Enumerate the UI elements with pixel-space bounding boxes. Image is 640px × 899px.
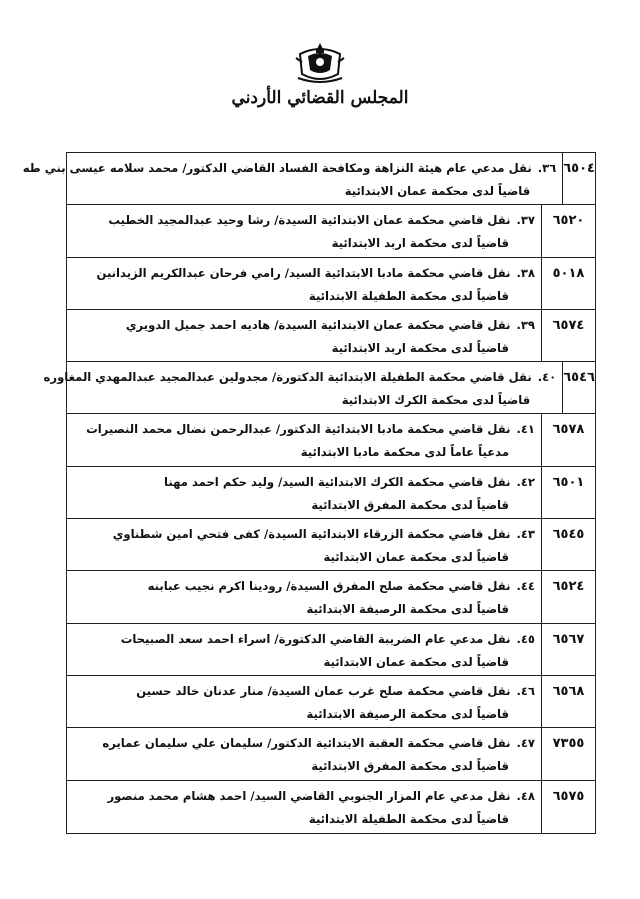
- new-post: قاضياً لدى محكمة عمان الابتدائية: [344, 184, 531, 198]
- employee-code: ٦٥٢٠: [541, 205, 595, 256]
- transfer-line: [44, 368, 557, 386]
- employee-code: ٦٥٦٧: [541, 624, 595, 675]
- transfer-line: [75, 525, 535, 543]
- transfer-text: نقل قاضي محكمة مادبا الابتدائية السيد/ رامي فرحان عبدالكريم الزيدانين: [96, 265, 511, 280]
- item-number: ٣٧.: [516, 213, 535, 228]
- council-name: المجلس القضائي الأردني: [231, 88, 409, 108]
- table-row: [43, 362, 595, 414]
- new-post: قاضياً لدى محكمة عمان الابتدائية: [323, 550, 509, 565]
- row-content: [67, 258, 541, 309]
- letterhead: [0, 40, 640, 108]
- new-post: قاضياً لدى محكمة الكرك الابتدائية: [341, 393, 531, 408]
- employee-code: ٦٥٠٤: [562, 153, 595, 204]
- item-number: ٤٤.: [516, 579, 535, 594]
- transfers-table: [22, 152, 596, 834]
- transfer-line: [75, 630, 535, 648]
- table-row: [67, 624, 595, 676]
- item-number: ٤٧.: [516, 736, 535, 751]
- transfer-line: [75, 264, 535, 282]
- table-row: [67, 781, 595, 833]
- transfer-text: نقل قاضي محكمة الكرك الابتدائية السيد/ وليد حكم احمد مهنا: [164, 474, 511, 489]
- transfer-line: [23, 159, 556, 177]
- item-number: ٣٩.: [516, 317, 535, 332]
- employee-code: ٦٥٧٤: [541, 310, 595, 361]
- employee-code: ٦٥٠١: [541, 467, 595, 518]
- table-row: [67, 414, 595, 466]
- row-content: [36, 362, 563, 413]
- item-number: ٤٦.: [516, 683, 535, 698]
- new-post: قاضياً لدى محكمة اربد الابتدائية: [331, 340, 509, 355]
- employee-code: ٦٥٤٥: [541, 519, 595, 570]
- transfer-line: [75, 211, 535, 229]
- new-post: قاضياً لدى محكمة المفرق الابتدائية: [311, 497, 509, 512]
- new-post: مدعياً عاماً لدى محكمة مادبا الابتدائية: [300, 445, 509, 460]
- employee-code: ٦٥٦٨: [541, 676, 595, 727]
- new-post: قاضياً لدى محكمة الطفيلة الابتدائية: [308, 288, 509, 303]
- transfer-text: نقل قاضي محكمة صلح المفرق السيدة/ رودينا اكرم نجيب عبابنه: [147, 579, 511, 594]
- table-row: [22, 153, 595, 205]
- transfer-text: نقل قاضي محكمة العقبة الابتدائية الدكتور/ سليمان علي سليمان عمايره: [102, 736, 511, 751]
- row-content: [67, 467, 541, 518]
- item-number: ٤٨.: [516, 788, 535, 803]
- transfer-text: نقل قاضي محكمة عمان الابتدائية السيدة/ رشا وحيد عبدالمجيد الخطيب: [108, 213, 511, 228]
- transfer-line: [75, 734, 535, 752]
- row-content: [67, 676, 541, 727]
- transfer-line: [75, 473, 535, 491]
- transfer-text: نقل مدعي عام الضريبة القاضي الدكتورة/ اسراء احمد سعد الصبيحات: [120, 631, 511, 646]
- table-row: [67, 519, 595, 571]
- transfer-text: نقل قاضي محكمة عمان الابتدائية السيدة/ هاديه احمد جميل الدويري: [125, 317, 511, 332]
- item-number: ٤٢.: [516, 474, 535, 489]
- row-content: [67, 728, 541, 779]
- row-content: [67, 310, 541, 361]
- row-content: [67, 781, 541, 833]
- table-row: [67, 310, 595, 362]
- row-content: [67, 414, 541, 465]
- transfer-text: نقل قاضي محكمة الطفيلة الابتدائية الدكتورة/ مجدولين عبدالمجيد عبدالمهدي المغاوره: [43, 370, 532, 385]
- transfer-line: [75, 682, 535, 700]
- table-row: [67, 728, 595, 780]
- employee-code: ٥٠١٨: [541, 258, 595, 309]
- transfer-text: نقل قاضي محكمة مادبا الابتدائية الدكتور/ عبدالرحمن نضال محمد النصيرات: [86, 422, 511, 437]
- transfer-line: [75, 577, 535, 595]
- new-post: قاضياً لدى محكمة عمان الابتدائية: [323, 654, 509, 669]
- transfer-text: نقل مدعي عام هيئة النزاهة ومكافحة الفساد القاضي الدكتور/ محمد سلامه عيسى بني طه: [22, 161, 532, 175]
- table-row: [67, 571, 595, 623]
- row-content: [67, 519, 541, 570]
- row-content: [67, 624, 541, 675]
- item-number: ٣٦.: [537, 161, 557, 175]
- row-content: [67, 571, 541, 622]
- item-number: ٤١.: [516, 422, 535, 437]
- employee-code: ٦٥٢٤: [541, 571, 595, 622]
- row-content: [67, 205, 541, 256]
- row-content: [15, 153, 562, 204]
- new-post: قاضياً لدى محكمة الطفيلة الابتدائية: [308, 811, 509, 826]
- transfer-text: نقل مدعي عام المزار الجنوبي القاضي السيد/ احمد هشام محمد منصور: [107, 788, 511, 803]
- new-post: قاضياً لدى محكمة الرصيفة الابتدائية: [306, 706, 509, 721]
- transfer-text: نقل قاضي محكمة الزرقاء الابتدائية السيدة/ كفى فتحي امين شطناوي: [112, 527, 511, 542]
- transfer-text: نقل قاضي محكمة صلح غرب عمان السيدة/ منار عدنان خالد حسين: [136, 683, 511, 698]
- employee-code: ٦٥٧٥: [541, 781, 595, 833]
- table-row: [67, 676, 595, 728]
- new-post: قاضياً لدى محكمة اربد الابتدائية: [331, 236, 509, 251]
- item-number: ٤٣.: [516, 527, 535, 542]
- table-row: [67, 205, 595, 257]
- employee-code: ٦٥٤٦: [562, 362, 595, 413]
- item-number: ٣٨.: [516, 265, 535, 280]
- transfer-line: [75, 420, 535, 438]
- employee-code: ٧٣٥٥: [541, 728, 595, 779]
- new-post: قاضياً لدى محكمة المفرق الابتدائية: [311, 759, 509, 774]
- employee-code: ٦٥٧٨: [541, 414, 595, 465]
- item-number: ٤٥.: [516, 631, 535, 646]
- coat-of-arms-icon: [294, 40, 346, 84]
- new-post: قاضياً لدى محكمة الرصيفة الابتدائية: [306, 602, 509, 617]
- item-number: ٤٠.: [537, 370, 557, 385]
- transfer-line: [75, 787, 535, 805]
- table-row: [67, 258, 595, 310]
- table-row: [67, 467, 595, 519]
- transfer-line: [75, 316, 535, 334]
